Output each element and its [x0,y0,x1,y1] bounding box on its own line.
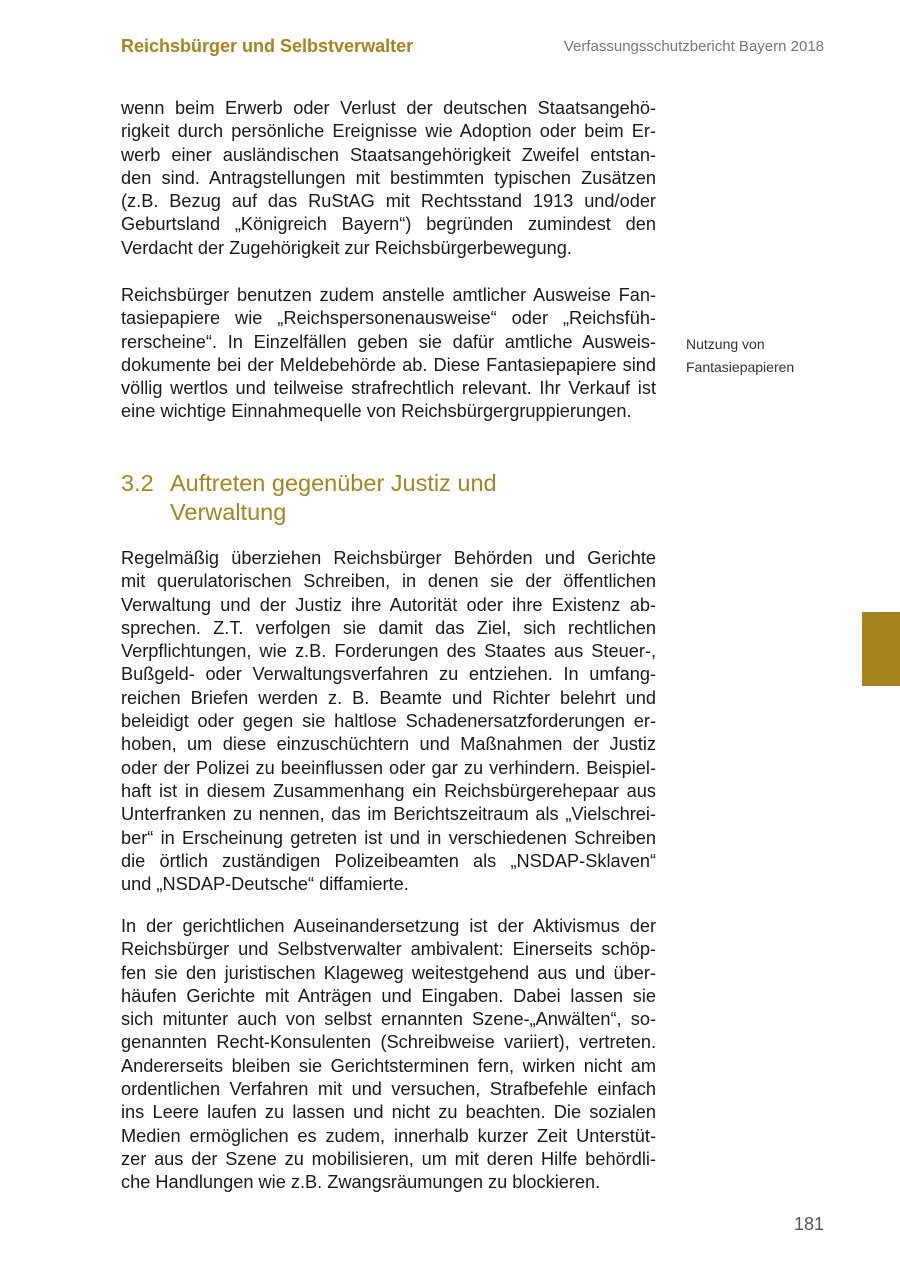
paragraph-line: Geburtsland „Königreich Bayern“) begründen zumindest den [121,214,656,235]
paragraph-4 [121,915,656,1195]
paragraph-line: Verdacht der Zugehörigkeit zur Reichsbürgerbewegung. [121,237,572,258]
margin-note-line-2: Fantasiepapieren [686,359,795,375]
running-head: Reichsbürger und Selbstverwalter [121,36,414,56]
section-title-line-2: Verwaltung [170,499,287,525]
paragraph-line: oder der Polizei zu beeinflussen oder gar zu verhindern. Beispiel- [121,757,656,778]
paragraph-line: Medien ermöglichen es zudem, innerhalb kurzer Zeit Unterstüt- [121,1125,656,1146]
chapter-thumb-tab [862,612,900,686]
paragraph-line: (z.B. Bezug auf das RuStAG mit Rechtsstand 1913 und/oder [121,191,656,212]
paragraph-line: zer aus der Szene zu mobilisieren, um mit deren Hilfe behördli- [121,1148,656,1169]
section-title [170,469,590,527]
paragraph-line: sich mitunter auch von selbst ernannten Szene-„Anwälten“, so- [121,1009,656,1030]
paragraph-line: völlig wertlos und teilweise strafrechtlich relevant. Ihr Verkauf ist [121,378,656,399]
paragraph-line: hoben, um diese einzuschüchtern und Maßnahmen der Justiz [121,734,656,755]
paragraph-line: Verwaltung und der Justiz ihre Autorität oder ihre Existenz ab- [121,594,656,615]
paragraph-line: und „NSDAP-Deutsche“ diffamierte. [121,874,409,895]
paragraph-line: ins Leere laufen zu lassen und nicht zu beachten. Die sozialen [121,1102,656,1123]
paragraph-line: häufen Gerichte mit Anträgen und Eingaben. Dabei lassen sie [121,985,656,1006]
paragraph-line: mit querulatorischen Schreiben, in denen sie der öffentlichen [121,571,656,592]
paragraph-line: Regelmäßig überziehen Reichsbürger Behörden und Gerichte [121,548,656,568]
paragraph-line: beleidigt oder gegen sie haltlose Schadenersatzforderungen er- [121,711,656,732]
paragraph-line: den sind. Antragstellungen mit bestimmten typischen Zusätzen [121,167,656,188]
margin-note [686,333,794,379]
paragraph-line: reichen Briefen werden z. B. Beamte und Richter belehrt und [121,687,656,708]
paragraph-line: ber“ in Erscheinung getreten ist und in verschiedenen Schreiben [121,827,656,848]
margin-note-line-1: Nutzung von [686,336,765,352]
paragraph-line: genannten Recht-Konsulenten (Schreibweise variiert), vertreten. [121,1032,656,1053]
paragraph-line: tasiepapiere wie „Reichspersonenausweise“ oder „Reichsfüh- [121,308,656,329]
paragraph-line: die örtlich zuständigen Polizeibeamten als „NSDAP-Sklaven“ [121,850,656,871]
paragraph-line: Reichsbürger und Selbstverwalter ambivalent: Einerseits schöp- [121,939,656,960]
paragraph-line: che Handlungen wie z.B. Zwangsräumungen zu blockieren. [121,1172,601,1193]
report-title: Verfassungsschutzbericht Bayern 2018 [563,38,824,55]
paragraph-line: haft ist in diesem Zusammenhang ein Reichsbürgerehepaar aus [121,780,656,801]
paragraph-line: rerscheine“. In Einzelfällen geben sie dafür amtliche Ausweis- [121,331,656,352]
paragraph-line: Bußgeld- oder Verwaltungsverfahren zu entziehen. In umfang- [121,664,656,685]
paragraph-line: ordentlichen Verfahren mit und versuchen, Strafbefehle einfach [121,1079,656,1100]
section-title-line-1: Auftreten gegenüber Justiz und [170,470,497,496]
paragraph-3 [121,547,656,896]
paragraph-line: Verpflichtungen, wie z.B. Forderungen des Staates aus Steuer-, [121,641,656,662]
page-number: 181 [793,1214,824,1234]
paragraph-line: werb einer ausländischen Staatsangehörigkeit Zweifel entstan- [121,144,656,165]
paragraph-line: Andererseits bleiben sie Gerichtsterminen fern, wirken nicht am [121,1055,656,1076]
section-number: 3.2 [121,470,154,496]
paragraph-line: fen sie den juristischen Klageweg weitestgehend aus und über- [121,962,656,983]
paragraph-line: In der gerichtlichen Auseinandersetzung ist der Aktivismus der [121,916,656,936]
paragraph-line: Unterfranken zu nennen, das im Berichtszeitraum als „Vielschrei- [121,804,656,825]
paragraph-line: wenn beim Erwerb oder Verlust der deutschen Staatsangehö- [121,98,656,118]
paragraph-1 [121,97,656,260]
paragraph-2 [121,284,656,424]
paragraph-line: dokumente bei der Meldebehörde ab. Diese Fantasiepapiere sind [121,354,656,375]
paragraph-line: Reichsbürger benutzen zudem anstelle amtlicher Ausweise Fan- [121,285,656,305]
paragraph-line: sprechen. Z.T. verfolgen sie damit das Ziel, sich rechtlichen [121,617,656,638]
paragraph-line: rigkeit durch persönliche Ereignisse wie Adoption oder beim Er- [121,121,656,142]
paragraph-line: eine wichtige Einnahmequelle von Reichsbürgergruppierungen. [121,401,632,422]
